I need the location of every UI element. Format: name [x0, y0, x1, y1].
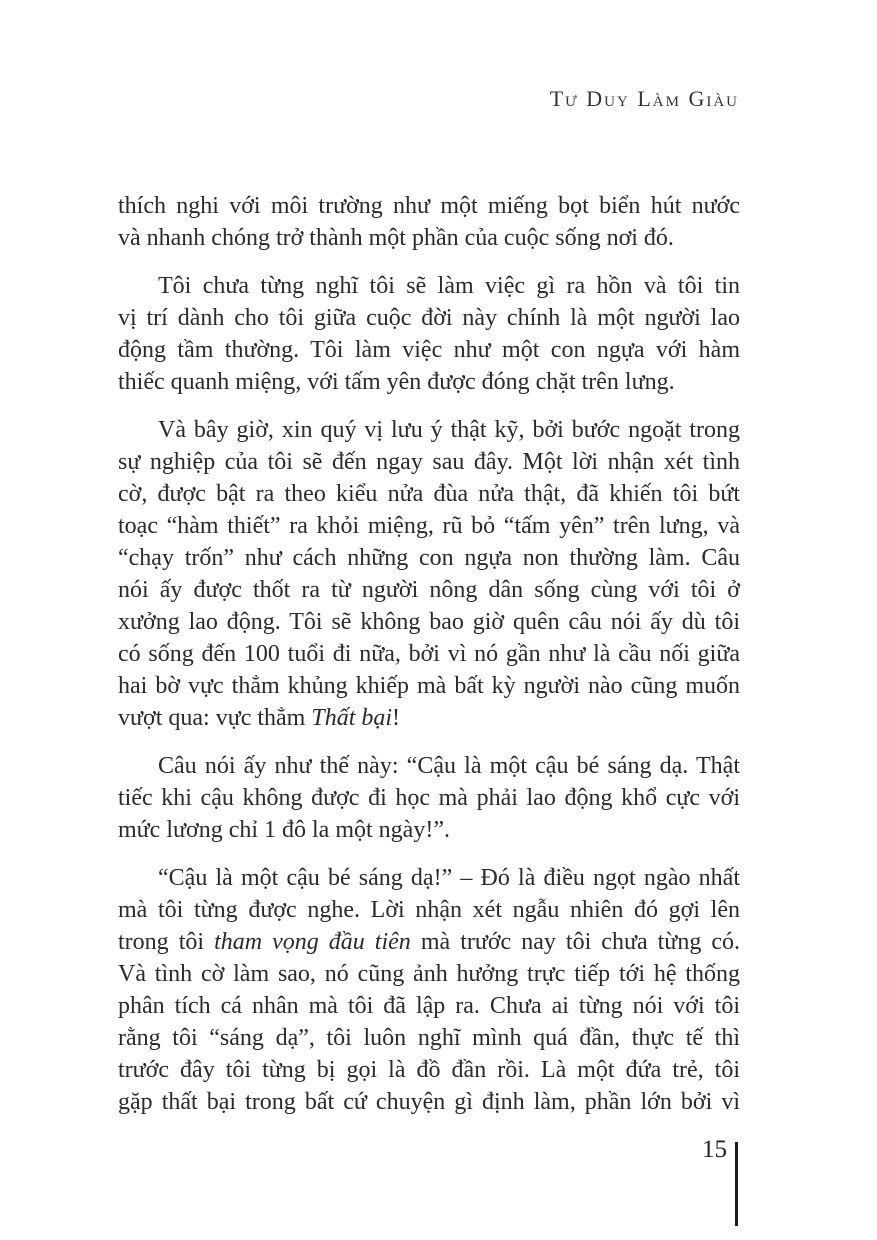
text-line: Và bây giờ, xin quý vị lưu ý thật kỹ, bởi bước ngoặt trong	[158, 417, 740, 443]
page-number: 15	[702, 1136, 727, 1163]
text-line: trước đây tôi từng bị gọi là đồ đần rồi. Là một đứa trẻ, tôi	[118, 1057, 740, 1083]
text-line: Tôi chưa từng nghĩ tôi sẽ làm việc gì ra hồn và tôi tin	[158, 273, 740, 299]
text-run: vượt qua: vực thẳm	[118, 705, 312, 731]
text-line: động tầm thường. Tôi làm việc như một con ngựa với hàm	[118, 337, 740, 363]
running-head: Tư Duy Làm Giàu	[549, 86, 739, 111]
text-run: !	[392, 705, 401, 731]
text-line: gặp thất bại trong bất cứ chuyện gì định làm, phần lớn bởi vì	[118, 1089, 740, 1115]
paragraph-5	[118, 862, 740, 1118]
paragraph-3	[118, 414, 740, 734]
text-line: “chạy trốn” như cách những con ngựa non thường làm. Câu	[118, 545, 740, 571]
text-line	[118, 702, 740, 734]
text-line: thích nghi với môi trường như một miếng bọt biển hút nước	[118, 193, 740, 219]
text-line: tiếc khi cậu không được đi học mà phải lao động khổ cực với	[118, 785, 740, 811]
text-line: thiếc quanh miệng, với tấm yên được đóng chặt trên lưng.	[118, 369, 675, 395]
text-line: Câu nói ấy như thế này: “Cậu là một cậu bé sáng dạ. Thật	[158, 753, 740, 779]
paragraph-2	[118, 270, 740, 398]
text-line: hai bờ vực thẳm khủng khiếp mà bất kỳ người nào cũng muốn	[118, 673, 740, 699]
paragraph-4	[118, 750, 740, 846]
body-text	[118, 190, 740, 1118]
text-line: xưởng lao động. Tôi sẽ không bao giờ quên câu nói ấy dù tôi	[118, 609, 740, 635]
text-run: trong tôi	[118, 929, 215, 955]
text-line: có sống đến 100 tuổi đi nữa, bởi vì nó gần như là cầu nối giữa	[118, 641, 740, 667]
text-line: toạc “hàm thiết” ra khỏi miệng, rũ bỏ “tấm yên” trên lưng, và	[118, 513, 740, 539]
text-line: sự nghiệp của tôi sẽ đến ngay sau đây. Một lời nhận xét tình	[118, 449, 740, 475]
text-line	[118, 926, 740, 958]
page-edge-rule	[735, 1142, 738, 1226]
text-line: phân tích cá nhân mà tôi đã lập ra. Chưa ai từng nói với tôi	[118, 993, 740, 1019]
italic-term: Thất bại	[311, 705, 393, 731]
text-line: và nhanh chóng trở thành một phần của cuộc sống nơi đó.	[118, 225, 674, 251]
text-line: Và tình cờ làm sao, nó cũng ảnh hưởng trực tiếp tới hệ thống	[118, 961, 740, 987]
text-line: “Cậu là một cậu bé sáng dạ!” – Đó là điều ngọt ngào nhất	[158, 865, 740, 891]
text-line: mức lương chỉ 1 đô la một ngày!”.	[118, 817, 450, 843]
text-line: rằng tôi “sáng dạ”, tôi luôn nghĩ mình quá đần, thực tế thì	[118, 1025, 740, 1051]
text-run: mà trước nay tôi chưa từng có.	[410, 929, 741, 955]
italic-term: tham vọng đầu tiên	[214, 929, 411, 955]
text-line: cờ, được bật ra theo kiểu nửa đùa nửa thật, đã khiến tôi bứt	[118, 481, 740, 507]
text-line: vị trí dành cho tôi giữa cuộc đời này chính là một người lao	[118, 305, 740, 331]
text-line: nói ấy được thốt ra từ người nông dân sống cùng với tôi ở	[118, 577, 740, 603]
paragraph-1	[118, 190, 740, 254]
text-line: mà tôi từng được nghe. Lời nhận xét ngẫu nhiên đó gợi lên	[118, 897, 740, 923]
